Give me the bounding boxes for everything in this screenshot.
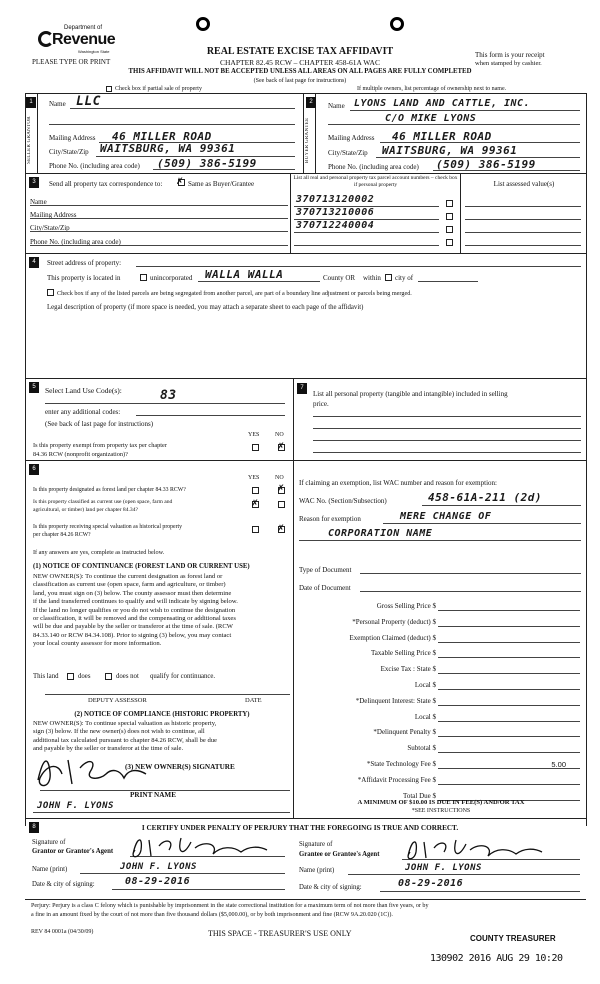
grantor-signature-drawing — [125, 832, 275, 862]
seller-name-label: Name — [49, 100, 66, 108]
multiple-owners-label: If multiple owners, list percentage of ownership next to name. — [357, 86, 507, 92]
grantor-date-label: Date & city of signing: — [32, 881, 95, 888]
seller-city-label: City/State/Zip — [49, 148, 89, 156]
grantor-date[interactable]: 08-29-2016 — [125, 876, 191, 887]
same-as-buyer-label: Same as Buyer/Grantee — [188, 180, 255, 188]
date-document-label: Date of Document — [299, 584, 351, 592]
print-name-label: PRINT NAME — [130, 791, 176, 799]
reason-line-1[interactable]: MERE CHANGE OF — [400, 511, 492, 522]
exempt-question-2: 84.36 RCW (nonprofit organization)? — [33, 451, 128, 458]
reason-line-2[interactable]: CORPORATION NAME — [328, 528, 433, 539]
corr-city-label: City/State/Zip — [30, 224, 70, 232]
historical-yes-checkbox[interactable] — [252, 526, 259, 533]
s6-yes-header: YES — [248, 475, 260, 481]
see-instructions-note: *SEE INSTRUCTIONS — [411, 808, 471, 814]
seller-phone[interactable]: (509) 386-5199 — [157, 157, 257, 170]
wac-label: WAC No. (Section/Subsection) — [299, 497, 387, 505]
tax-row-label: *Delinquent Interest: State $ — [355, 696, 436, 705]
tax-row-line — [438, 752, 580, 753]
logo-word: Revenue — [52, 31, 116, 48]
wac-value[interactable]: 458-61A-211 (2d) — [428, 491, 542, 504]
grantee-name-label: Name (print) — [299, 867, 335, 874]
tax-row-label: Gross Selling Price $ — [376, 602, 436, 610]
perjury-text-1: Perjury: Perjury is a class C felony which is punishable by imprisonment in the state correctional institution for a maximum term of not more than five years, or by — [31, 903, 429, 909]
section-5-number: 5 — [29, 382, 39, 393]
tax-row-label: *Affidavit Processing Fee $ — [357, 775, 436, 784]
seller-name[interactable]: LLC — [76, 94, 101, 109]
owner-printed-name[interactable]: JOHN F. LYONS — [37, 801, 114, 811]
county-value[interactable]: WALLA WALLA — [205, 268, 284, 281]
tax-row-label: *State Technology Fee $ — [366, 760, 436, 768]
reason-label: Reason for exemption — [299, 515, 361, 523]
buyer-side-label: BUYER GRANTEE — [305, 117, 310, 163]
forest-land-question: Is this property designated as forest land per chapter 84.33 RCW? — [33, 487, 186, 493]
exempt-no-check-mark: ✗ — [277, 442, 285, 452]
page-title: REAL ESTATE EXCISE TAX AFFIDAVIT — [206, 46, 394, 57]
buyer-city[interactable]: WAITSBURG, WA 99361 — [382, 144, 518, 157]
deputy-assessor-label: DEPUTY ASSESSOR — [88, 697, 147, 704]
tax-row-label: Excise Tax : State $ — [380, 665, 436, 674]
parcel-1-personal-checkbox[interactable] — [446, 200, 453, 207]
tax-row-line — [438, 673, 580, 674]
tax-row-label: Taxable Selling Price $ — [370, 649, 436, 658]
current-use-yes-check-mark: ✗ — [251, 499, 259, 509]
parcel-1[interactable]: 370713120002 — [296, 194, 375, 205]
grantor-name[interactable]: JOHN F. LYONS — [120, 862, 197, 872]
land-use-code[interactable]: 83 — [160, 388, 177, 403]
within-city-checkbox[interactable] — [385, 274, 392, 281]
seller-mailing[interactable]: 46 MILLER ROAD — [112, 130, 212, 143]
type-document-label: Type of Document — [299, 566, 352, 574]
assessor-date-label: DATE — [245, 697, 262, 704]
section-1-number: 1 — [26, 97, 36, 108]
exempt-yes-checkbox[interactable] — [252, 444, 259, 451]
current-use-question-a: Is this property classified as current use (open space, farm and — [33, 499, 173, 505]
legal-description-label: Legal description of property (if more space is needed, you may attach a separate sheet to each page of the affidavit) — [47, 304, 364, 311]
personal-property-label-2: price. — [313, 400, 329, 408]
grantee-sig-label-1: Signature of — [299, 841, 333, 848]
tax-row-line — [438, 626, 580, 627]
city-of-label: city of — [395, 274, 414, 282]
tax-row-line — [438, 784, 580, 785]
section-7-number: 7 — [297, 383, 307, 394]
buyer-name-label: Name — [328, 102, 345, 110]
parcel-2[interactable]: 370713210006 — [296, 207, 375, 218]
s6-no-header: NO — [275, 475, 284, 481]
tax-row-line — [438, 610, 580, 611]
type-or-print: PLEASE TYPE OR PRINT — [32, 58, 111, 66]
continuance-title: (1) NOTICE OF CONTINUANCE (FOREST LAND OR CURRENT USE) — [33, 563, 250, 570]
chapter: CHAPTER 82.45 RCW – CHAPTER 458-61A WAC — [220, 58, 380, 67]
personal-property-label-1: List all personal property (tangible and intangible) included in selling — [313, 390, 508, 398]
does-not-qualify-checkbox[interactable] — [105, 673, 112, 680]
grantor-sig-label-2: Grantor or Grantor's Agent — [32, 848, 114, 855]
no-header: NO — [275, 432, 284, 438]
section-6-number: 6 — [29, 464, 39, 475]
grantee-date[interactable]: 08-29-2016 — [398, 878, 464, 889]
buyer-mailing-label: Mailing Address — [328, 134, 375, 142]
seller-phone-label: Phone No. (including area code) — [49, 162, 140, 170]
parcel-4-personal-checkbox[interactable] — [446, 239, 453, 246]
yes-header: YES — [248, 432, 260, 438]
partial-sale-label: Check box if partial sale of property — [115, 86, 202, 92]
land-use-see-back: (See back of last page for instructions) — [45, 420, 154, 428]
section-2-number: 2 — [306, 97, 316, 108]
same-as-buyer-check-mark: ✗ — [176, 177, 184, 187]
send-correspondence-label: Send all property tax correspondence to: — [49, 180, 163, 188]
tax-row-line — [438, 721, 580, 722]
tax-row-value[interactable]: 5.00 — [551, 760, 566, 769]
perjury-text-2: a fine in an amount fixed by the court of not more than five thousand dollars ($5,000.00), or by both imprisonment and fine (RCW 9A.20.020 (1C)). — [31, 912, 393, 918]
grantor-name-label: Name (print) — [32, 866, 68, 873]
buyer-phone[interactable]: (509) 386-5199 — [436, 158, 536, 171]
segregated-text: Check box if any of the listed parcels are being segregated from another parcel, are part of a boundary line adjustment or parcels being merged. — [57, 290, 412, 297]
section-4-number: 4 — [29, 257, 39, 268]
tax-row-line — [438, 642, 580, 643]
receipt-note-2: when stamped by cashier. — [475, 60, 542, 67]
continuance-text: NEW OWNER(S): To continue the current designation as forest land or classification as current use (open space, farm and agriculture, or timber) land, you must sign on (3) below. The county assessor must then determine if the land transferred continues to qualify and will indicate by signing below. If the land no longer qualifies or you do not wish to continue the designation or classification, it will be removed and the compensating or additional taxes will be due and payable by the seller or transferor at the time of sale. (RCW 84.33.140 or RCW 84.34.108). Prior to signing (3) below, you may contact your local county assessor for more information. — [33, 573, 238, 648]
tax-row-label: Local $ — [414, 681, 436, 689]
compliance-text: NEW OWNER(S): To continue special valuation as historic property, sign (3) below. If the new owner(s) does not wish to continue, all additional tax calculated pursuant to chapter 84.26 RCW, shall be due and payable by the seller or transferor at the time of sale. — [33, 720, 217, 753]
county-or-label: County OR — [323, 274, 356, 282]
exempt-question-1: Is this property exempt from property tax per chapter — [33, 442, 167, 449]
treasurer-space-label: THIS SPACE - TREASURER'S USE ONLY — [208, 929, 352, 938]
qualify-label: qualify for continuance. — [150, 673, 216, 680]
if-yes-instruction: If any answers are yes, complete as instructed below. — [33, 549, 165, 556]
tax-row-line — [438, 736, 580, 737]
this-land-label: This land — [33, 673, 59, 680]
partial-sale-checkbox[interactable] — [106, 86, 112, 92]
parcel-header: List all real and personal property tax parcel account numbers – check box if personal property — [293, 175, 458, 188]
grantee-sig-label-2: Grantee or Grantee's Agent — [299, 851, 380, 858]
segregated-checkbox[interactable] — [47, 289, 54, 296]
tax-row-label: *Delinquent Penalty $ — [373, 728, 436, 737]
tax-row-label: Local $ — [414, 712, 436, 721]
buyer-mailing[interactable]: 46 MILLER ROAD — [392, 130, 492, 143]
buyer-name-2[interactable]: C/O MIKE LYONS — [385, 113, 477, 124]
additional-codes-label: enter any additional codes: — [45, 408, 121, 416]
buyer-phone-label: Phone No. (including area code) — [328, 163, 419, 171]
historical-no-check-mark: ✗ — [277, 524, 285, 534]
historical-question-b: per chapter 84.26 RCW? — [33, 532, 91, 538]
tax-row-label: Exemption Claimed (deduct) $ — [349, 633, 436, 642]
form-revision: REV 84 0001a (04/30/09) — [31, 929, 94, 935]
logo-line2: Washington State — [78, 49, 110, 54]
tax-row-line — [438, 657, 580, 658]
grantee-date-label: Date & city of signing: — [299, 884, 362, 891]
current-use-no-checkbox[interactable] — [278, 501, 285, 508]
owner-signature-drawing — [28, 750, 168, 792]
unincorporated-label: unincorporated — [150, 274, 193, 282]
within-label: within — [363, 274, 381, 282]
logo-line1: Department of — [64, 25, 103, 31]
current-use-question-b: agricultural, or timber) land per chapter 84.34? — [33, 507, 138, 513]
warning: THIS AFFIDAVIT WILL NOT BE ACCEPTED UNLESS ALL AREAS ON ALL PAGES ARE FULLY COMPLETED — [128, 68, 472, 75]
exemption-claim-label: If claiming an exemption, list WAC number and reason for exemption: — [299, 479, 497, 487]
grantor-sig-label-1: Signature of — [32, 839, 66, 846]
grantee-signature-drawing — [400, 834, 550, 864]
parcel-3[interactable]: 370712240004 — [296, 220, 375, 231]
section-8-number: 8 — [29, 822, 39, 833]
does-label: does — [78, 673, 91, 680]
street-label: Street address of property: — [47, 259, 122, 267]
county-treasurer-label: COUNTY TREASURER — [470, 934, 556, 943]
parcel-3-personal-checkbox[interactable] — [446, 226, 453, 233]
buyer-name-1[interactable]: LYONS LAND AND CATTLE, INC. — [354, 98, 531, 109]
corr-phone-label: Phone No. (including area code) — [30, 238, 121, 246]
receipt-note-1: This form is your receipt — [475, 51, 545, 59]
seller-city[interactable]: WAITSBURG, WA 99361 — [100, 142, 236, 155]
does-not-label: does not — [116, 673, 139, 680]
section-3-number: 3 — [29, 177, 39, 188]
compliance-title: (2) NOTICE OF COMPLIANCE (HISTORIC PROPERTY) — [74, 711, 250, 718]
owner-signature-label: (3) NEW OWNER(S) SIGNATURE — [125, 763, 235, 771]
see-back: (See back of last page for instructions) — [253, 78, 347, 84]
treasurer-stamp: 130902 2016 AUG 29 10:20 — [430, 953, 563, 964]
does-qualify-checkbox[interactable] — [67, 673, 74, 680]
corr-name-label: Name — [30, 198, 47, 206]
located-in-label: This property is located in — [47, 274, 121, 282]
certify-statement: I CERTIFY UNDER PENALTY OF PERJURY THAT THE FOREGOING IS TRUE AND CORRECT. — [141, 824, 459, 832]
corr-mailing-label: Mailing Address — [30, 211, 77, 219]
tax-row-label: *Personal Property (deduct) $ — [352, 617, 436, 626]
tax-row-line — [438, 705, 580, 706]
forest-no-check-mark: ✗ — [277, 484, 285, 494]
punch-hole-right — [390, 17, 404, 31]
historical-question-a: Is this property receiving special valuation as historical property — [33, 524, 183, 530]
parcel-2-personal-checkbox[interactable] — [446, 213, 453, 220]
assessed-header: List assessed value(s) — [493, 180, 555, 188]
land-use-label: Select Land Use Code(s): — [45, 386, 122, 395]
minimum-due-note: A MINIMUM OF $10.00 IS DUE IN FEE(S) AND/OR TAX — [357, 799, 525, 806]
buyer-city-label: City/State/Zip — [328, 149, 368, 157]
seller-mailing-label: Mailing Address — [49, 134, 96, 142]
grantee-name[interactable]: JOHN F. LYONS — [405, 863, 482, 873]
tax-row-line — [438, 689, 580, 690]
tax-row-label: Subtotal $ — [407, 744, 436, 753]
forest-yes-checkbox[interactable] — [252, 487, 259, 494]
punch-hole-left — [196, 17, 210, 31]
tax-row-label: Total Due $ — [403, 791, 436, 800]
unincorporated-checkbox[interactable] — [140, 274, 147, 281]
seller-side-label: SELLER GRANTOR — [27, 116, 32, 164]
